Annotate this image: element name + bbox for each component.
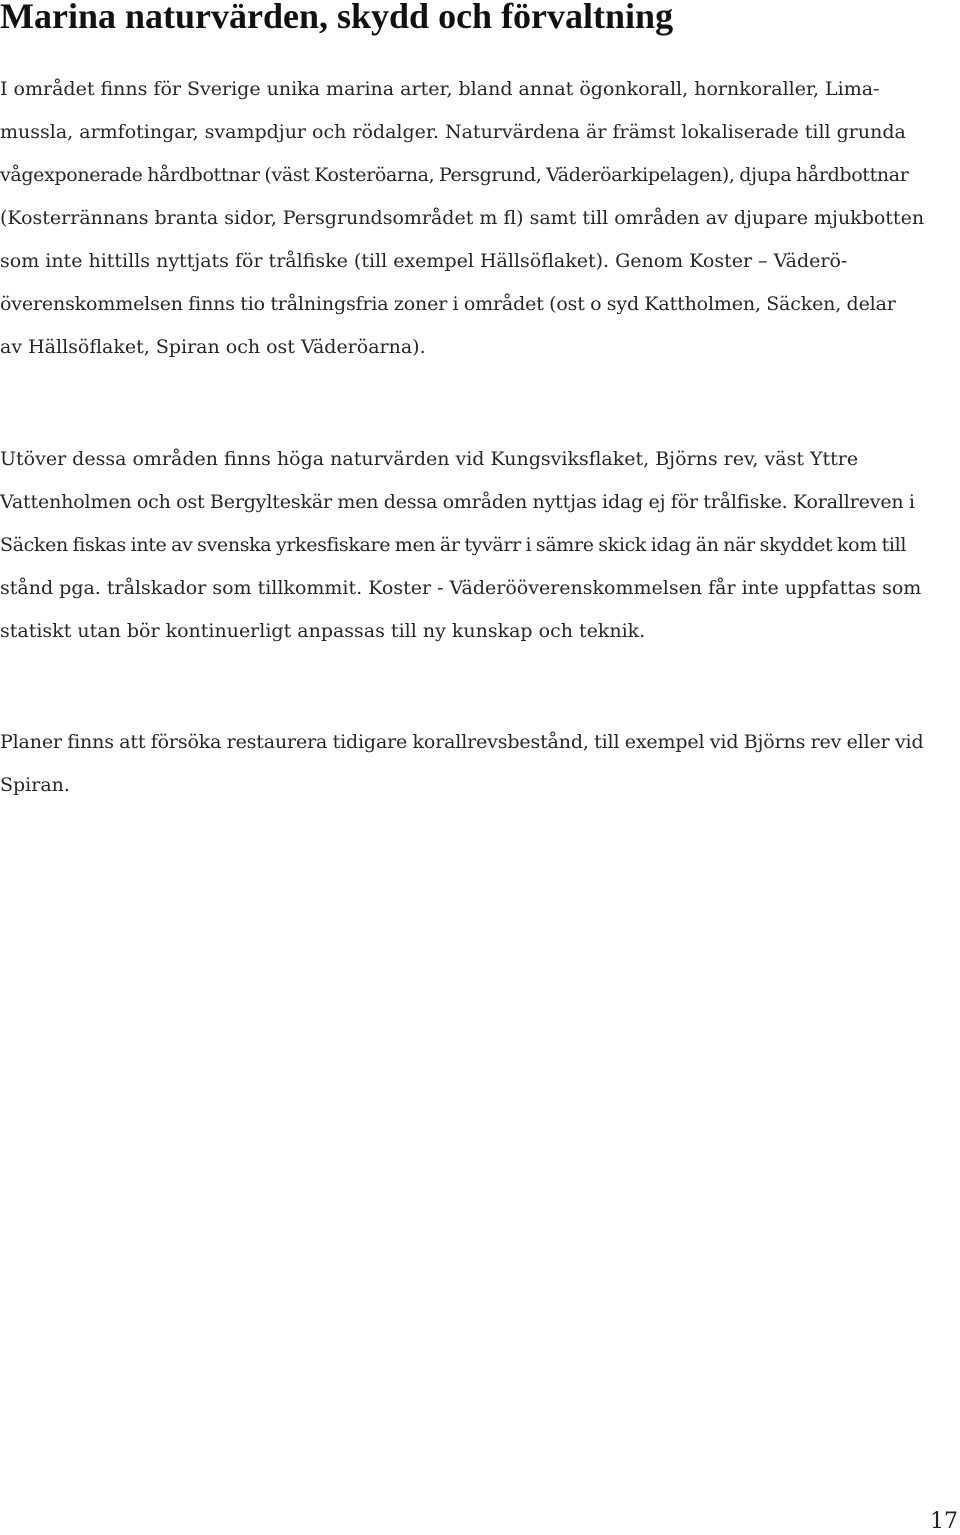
paragraph-line: mussla, armfotingar, svampdjur och rödalger. Naturvärdena är främst lokaliserade till grunda [0, 121, 906, 143]
paragraph-line: statiskt utan bör kontinuerligt anpassas till ny kunskap och teknik. [0, 620, 646, 642]
paragraph-3 [0, 721, 958, 807]
paragraph-line: Vattenholmen och ost Bergylteskär men dessa områden nyttjas idag ej för trålfiske. Korallreven i [0, 491, 915, 513]
paragraph-line: vågexponerade hårdbottnar (väst Kosteröarna, Persgrund, Väderöarkipelagen), djupa hårdbottnar [0, 164, 909, 186]
paragraph-line: överenskommelsen finns tio trålningsfria zoner i området (ost o syd Kattholmen, Säcken, delar [0, 293, 896, 315]
paragraph-line: av Hällsöflaket, Spiran och ost Väderöarna). [0, 336, 426, 358]
paragraph-line: Planer finns att försöka restaurera tidigare korallrevsbestånd, till exempel vid Björns rev eller vid [0, 731, 924, 753]
paragraph-line: (Kosterrännans branta sidor, Persgrundsområdet m fl) samt till områden av djupare mjukbotten [0, 207, 925, 229]
paragraph-line: Säcken fiskas inte av svenska yrkesfiskare men är tyvärr i sämre skick idag än när skyddet kom till [0, 534, 907, 556]
paragraph-line: Spiran. [0, 774, 70, 796]
paragraph-line: I området finns för Sverige unika marina arter, bland annat ögonkorall, hornkoraller, Lima- [0, 78, 880, 100]
paragraph-line: som inte hittills nyttjats för trålfiske (till exempel Hällsöflaket). Genom Koster – Väderö- [0, 250, 848, 272]
paragraph-line: Utöver dessa områden finns höga naturvärden vid Kungsviksflaket, Björns rev, väst Yttre [0, 448, 859, 470]
page-number: 17 [930, 1509, 958, 1534]
page-title: Marina naturvärden, skydd och förvaltning [0, 0, 674, 36]
paragraph-line: stånd pga. trålskador som tillkommit. Koster - Väderööverenskommelsen får inte uppfattas som [0, 577, 922, 599]
paragraph-2 [0, 438, 958, 653]
paragraph-1 [0, 68, 958, 369]
